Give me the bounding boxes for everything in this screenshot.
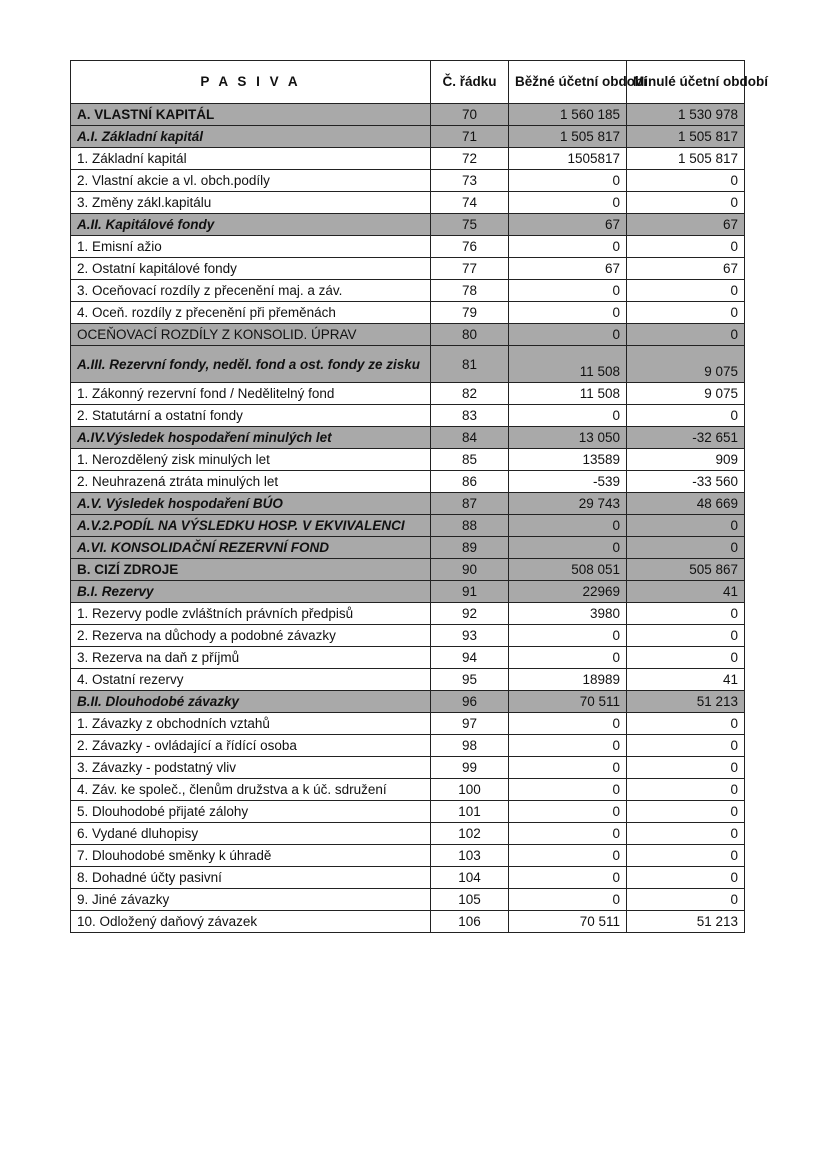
- current-period-value: 3980: [509, 603, 627, 625]
- previous-period-value: 0: [627, 405, 745, 427]
- row-label: 4. Oceň. rozdíly z přecenění při přeměnách: [71, 302, 431, 324]
- previous-period-value: 0: [627, 603, 745, 625]
- previous-period-value: 0: [627, 236, 745, 258]
- row-label: 3. Změny zákl.kapitálu: [71, 192, 431, 214]
- table-row: [71, 911, 745, 933]
- row-number: 97: [431, 713, 509, 735]
- current-period-value: 18989: [509, 669, 627, 691]
- previous-period-value: 0: [627, 779, 745, 801]
- table-row: [71, 346, 745, 383]
- previous-period-value: 0: [627, 170, 745, 192]
- previous-period-value: 67: [627, 258, 745, 280]
- table-row: [71, 405, 745, 427]
- row-number: 87: [431, 493, 509, 515]
- current-period-value: 0: [509, 867, 627, 889]
- row-number: 77: [431, 258, 509, 280]
- previous-period-value: 0: [627, 515, 745, 537]
- row-number: 90: [431, 559, 509, 581]
- current-period-value: 0: [509, 801, 627, 823]
- table-row: [71, 280, 745, 302]
- previous-period-value: 0: [627, 801, 745, 823]
- row-label: A.III. Rezervní fondy, neděl. fond a ost. fondy ze zisku: [71, 346, 431, 383]
- current-period-value: -539: [509, 471, 627, 493]
- row-number: 75: [431, 214, 509, 236]
- row-label: A. VLASTNÍ KAPITÁL: [71, 104, 431, 126]
- row-label: 2. Rezerva na důchody a podobné závazky: [71, 625, 431, 647]
- current-period-value: 0: [509, 405, 627, 427]
- row-label: A.V. Výsledek hospodaření BÚO: [71, 493, 431, 515]
- row-number: 83: [431, 405, 509, 427]
- table-row: [71, 889, 745, 911]
- table-row: [71, 427, 745, 449]
- row-number: 79: [431, 302, 509, 324]
- current-period-value: 29 743: [509, 493, 627, 515]
- current-period-value: 0: [509, 845, 627, 867]
- row-label: 4. Ostatní rezervy: [71, 669, 431, 691]
- table-row: [71, 302, 745, 324]
- row-label: 1. Rezervy podle zvláštních právních předpisů: [71, 603, 431, 625]
- table-row: [71, 258, 745, 280]
- previous-period-value: 0: [627, 735, 745, 757]
- previous-period-value: 0: [627, 647, 745, 669]
- row-number: 72: [431, 148, 509, 170]
- table-row: [71, 625, 745, 647]
- current-period-value: 1505817: [509, 148, 627, 170]
- col-row-number-header: Č. řádku: [431, 61, 509, 104]
- current-period-value: 67: [509, 214, 627, 236]
- row-number: 70: [431, 104, 509, 126]
- row-number: 95: [431, 669, 509, 691]
- current-period-value: 0: [509, 302, 627, 324]
- previous-period-value: 41: [627, 581, 745, 603]
- current-period-value: 0: [509, 280, 627, 302]
- current-period-value: 0: [509, 713, 627, 735]
- row-label: 10. Odložený daňový závazek: [71, 911, 431, 933]
- row-number: 102: [431, 823, 509, 845]
- row-number: 82: [431, 383, 509, 405]
- row-number: 103: [431, 845, 509, 867]
- row-number: 100: [431, 779, 509, 801]
- row-label: 3. Oceňovací rozdíly z přecenění maj. a záv.: [71, 280, 431, 302]
- previous-period-value: 0: [627, 625, 745, 647]
- row-number: 96: [431, 691, 509, 713]
- row-number: 85: [431, 449, 509, 471]
- current-period-value: 0: [509, 889, 627, 911]
- current-period-value: 67: [509, 258, 627, 280]
- row-label: 7. Dlouhodobé směnky k úhradě: [71, 845, 431, 867]
- table-row: [71, 170, 745, 192]
- previous-period-value: 0: [627, 757, 745, 779]
- previous-period-value: 909: [627, 449, 745, 471]
- table-row: [71, 845, 745, 867]
- current-period-value: 0: [509, 236, 627, 258]
- previous-period-value: 1 505 817: [627, 148, 745, 170]
- row-number: 71: [431, 126, 509, 148]
- row-label: A.II. Kapitálové fondy: [71, 214, 431, 236]
- current-period-value: 11 508: [509, 383, 627, 405]
- row-number: 106: [431, 911, 509, 933]
- row-number: 78: [431, 280, 509, 302]
- row-label: 2. Závazky - ovládající a řídící osoba: [71, 735, 431, 757]
- row-number: 92: [431, 603, 509, 625]
- table-row: [71, 471, 745, 493]
- row-number: 94: [431, 647, 509, 669]
- row-label: A.I. Základní kapitál: [71, 126, 431, 148]
- current-period-value: 0: [509, 647, 627, 669]
- row-label: A.V.2.PODÍL NA VÝSLEDKU HOSP. V EKVIVALENCI: [71, 515, 431, 537]
- previous-period-value: 51 213: [627, 911, 745, 933]
- current-period-value: 11 508: [509, 346, 627, 383]
- row-label: 6. Vydané dluhopisy: [71, 823, 431, 845]
- row-number: 98: [431, 735, 509, 757]
- previous-period-value: 0: [627, 845, 745, 867]
- row-label: 1. Závazky z obchodních vztahů: [71, 713, 431, 735]
- current-period-value: 1 505 817: [509, 126, 627, 148]
- current-period-value: 0: [509, 515, 627, 537]
- row-label: 2. Ostatní kapitálové fondy: [71, 258, 431, 280]
- row-number: 91: [431, 581, 509, 603]
- previous-period-value: 0: [627, 867, 745, 889]
- current-period-value: 70 511: [509, 911, 627, 933]
- current-period-value: 13 050: [509, 427, 627, 449]
- previous-period-value: 67: [627, 214, 745, 236]
- row-label: 9. Jiné závazky: [71, 889, 431, 911]
- current-period-value: 0: [509, 537, 627, 559]
- previous-period-value: 0: [627, 823, 745, 845]
- header-row: [71, 61, 745, 104]
- previous-period-value: 9 075: [627, 346, 745, 383]
- col-current-period-header: Běžné účetní období: [509, 61, 627, 104]
- row-label: B.I. Rezervy: [71, 581, 431, 603]
- previous-period-value: 1 530 978: [627, 104, 745, 126]
- row-label: A.IV.Výsledek hospodaření minulých let: [71, 427, 431, 449]
- current-period-value: 0: [509, 757, 627, 779]
- row-label: 8. Dohadné účty pasivní: [71, 867, 431, 889]
- row-number: 105: [431, 889, 509, 911]
- table-row: [71, 757, 745, 779]
- previous-period-value: 0: [627, 713, 745, 735]
- row-label: 2. Statutární a ostatní fondy: [71, 405, 431, 427]
- current-period-value: 1 560 185: [509, 104, 627, 126]
- row-number: 80: [431, 324, 509, 346]
- table-row: [71, 735, 745, 757]
- current-period-value: 13589: [509, 449, 627, 471]
- table-row: [71, 537, 745, 559]
- previous-period-value: 51 213: [627, 691, 745, 713]
- row-label: 3. Rezerva na daň z příjmů: [71, 647, 431, 669]
- current-period-value: 22969: [509, 581, 627, 603]
- current-period-value: 0: [509, 823, 627, 845]
- row-number: 93: [431, 625, 509, 647]
- table-row: [71, 148, 745, 170]
- row-number: 84: [431, 427, 509, 449]
- row-label: 1. Nerozdělený zisk minulých let: [71, 449, 431, 471]
- current-period-value: 0: [509, 735, 627, 757]
- previous-period-value: 48 669: [627, 493, 745, 515]
- row-label: 2. Vlastní akcie a vl. obch.podíly: [71, 170, 431, 192]
- table-row: [71, 515, 745, 537]
- table-row: [71, 867, 745, 889]
- table-row: [71, 801, 745, 823]
- table-row: [71, 713, 745, 735]
- table-row: [71, 104, 745, 126]
- previous-period-value: 505 867: [627, 559, 745, 581]
- table-row: [71, 823, 745, 845]
- table-row: [71, 383, 745, 405]
- current-period-value: 508 051: [509, 559, 627, 581]
- current-period-value: 70 511: [509, 691, 627, 713]
- previous-period-value: 0: [627, 889, 745, 911]
- table-title: P A S I V A: [71, 61, 431, 104]
- previous-period-value: 9 075: [627, 383, 745, 405]
- current-period-value: 0: [509, 324, 627, 346]
- table-row: [71, 449, 745, 471]
- previous-period-value: 0: [627, 324, 745, 346]
- row-number: 89: [431, 537, 509, 559]
- previous-period-value: 0: [627, 537, 745, 559]
- table-row: [71, 493, 745, 515]
- table-row: [71, 192, 745, 214]
- row-number: 74: [431, 192, 509, 214]
- row-label: OCEŇOVACÍ ROZDÍLY Z KONSOLID. ÚPRAV: [71, 324, 431, 346]
- row-label: 2. Neuhrazená ztráta minulých let: [71, 471, 431, 493]
- current-period-value: 0: [509, 625, 627, 647]
- row-label: 5. Dlouhodobé přijaté zálohy: [71, 801, 431, 823]
- current-period-value: 0: [509, 779, 627, 801]
- row-number: 101: [431, 801, 509, 823]
- row-number: 76: [431, 236, 509, 258]
- table-row: [71, 324, 745, 346]
- row-number: 73: [431, 170, 509, 192]
- previous-period-value: 41: [627, 669, 745, 691]
- row-label: A.VI. KONSOLIDAČNÍ REZERVNÍ FOND: [71, 537, 431, 559]
- row-number: 81: [431, 346, 509, 383]
- row-number: 86: [431, 471, 509, 493]
- row-label: 1. Zákonný rezervní fond / Nedělitelný fond: [71, 383, 431, 405]
- row-number: 99: [431, 757, 509, 779]
- table-row: [71, 559, 745, 581]
- pasiva-table: [70, 60, 768, 933]
- table-row: [71, 691, 745, 713]
- row-number: 88: [431, 515, 509, 537]
- row-label: 1. Emisní ažio: [71, 236, 431, 258]
- table-row: [71, 669, 745, 691]
- current-period-value: 0: [509, 170, 627, 192]
- previous-period-value: 1 505 817: [627, 126, 745, 148]
- table-row: [71, 236, 745, 258]
- previous-period-value: -33 560: [627, 471, 745, 493]
- row-label: B.II. Dlouhodobé závazky: [71, 691, 431, 713]
- previous-period-value: -32 651: [627, 427, 745, 449]
- row-label: 1. Základní kapitál: [71, 148, 431, 170]
- row-label: 4. Záv. ke společ., členům družstva a k úč. sdružení: [71, 779, 431, 801]
- current-period-value: 0: [509, 192, 627, 214]
- col-previous-period-header: Minulé účetní období: [627, 61, 745, 104]
- table-row: [71, 214, 745, 236]
- table-row: [71, 126, 745, 148]
- row-number: 104: [431, 867, 509, 889]
- previous-period-value: 0: [627, 192, 745, 214]
- table-row: [71, 581, 745, 603]
- row-label: 3. Závazky - podstatný vliv: [71, 757, 431, 779]
- table-row: [71, 779, 745, 801]
- table-row: [71, 647, 745, 669]
- table-row: [71, 603, 745, 625]
- row-label: B. CIZÍ ZDROJE: [71, 559, 431, 581]
- previous-period-value: 0: [627, 280, 745, 302]
- previous-period-value: 0: [627, 302, 745, 324]
